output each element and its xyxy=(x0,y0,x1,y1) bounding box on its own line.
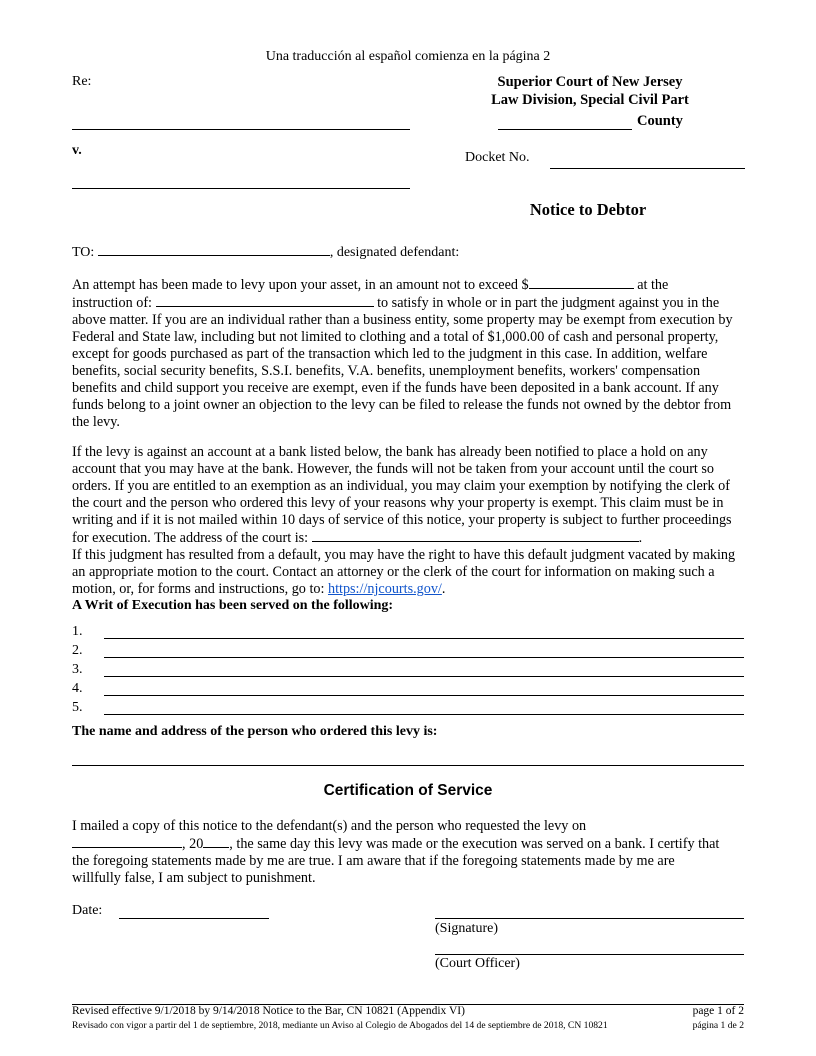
link-suffix: . xyxy=(441,581,446,597)
bank-text: If the levy is against an account at a bank listed below, the bank has already been notified to place a hold on any account that you may have at the bank. However, the funds will not be taken from your account until the court so orders. If you are entitled to an exemption as an individual, you may claim your exemption by notifying the clerk of the court and the person who ordered this levy of your reasons why your property is exempt. This claim must be in writing and if it is not mailed within 10 days of service of this notice, your property is subject to further proceedings for execution. The address of the court is: xyxy=(72,444,732,546)
court-name: Superior Court of New Jersey xyxy=(497,74,683,90)
amount-line[interactable] xyxy=(529,276,634,289)
officer-label: (Court Officer) xyxy=(435,956,520,971)
re-label: Re: xyxy=(72,74,92,89)
defendant-name-line[interactable] xyxy=(98,243,330,256)
versus-label: v. xyxy=(72,143,82,158)
re-plaintiff-line[interactable] xyxy=(72,129,410,130)
default-text: If this judgment has resulted from a default, you may have the right to have this default judgment vacated by making an appropriate motion to the court. Contact an attorney or the clerk of the court for information on making such a motion, or, for forms and instructions, go to: xyxy=(72,547,736,597)
cert-line-4: willfully false, I am subject to punishment. xyxy=(72,870,316,886)
writ-item-number: 2. xyxy=(72,643,83,658)
court-division: Law Division, Special Civil Part xyxy=(491,92,689,108)
writ-item-line-5[interactable] xyxy=(104,714,744,715)
footer-spanish xyxy=(72,1020,744,1031)
footer-revised: Revised effective 9/1/2018 by 9/14/2018 Notice to the Bar, CN 10821 (Appendix VI) xyxy=(72,1005,465,1017)
to-suffix: , designated defendant: xyxy=(329,245,460,260)
instruction-of-line[interactable] xyxy=(156,294,374,307)
levy-text-instruction: instruction of: xyxy=(72,295,152,311)
to-label: TO: xyxy=(72,245,95,260)
writ-item-line-2[interactable] xyxy=(104,657,744,658)
certification-paragraph xyxy=(72,818,744,887)
levy-text-satisfy: to satisfy in whole or in part the judgment against you in the xyxy=(373,295,720,311)
levy-paragraph xyxy=(72,276,744,431)
writ-item-number: 5. xyxy=(72,700,83,715)
bank-paragraph: If the levy is against an account at a bank listed below, the bank has already been notified to place a hold on any account that you may have at the bank. However, the funds will not be taken from your account until the court so orders. If you are entitled to an exemption as an individual, you may claim your exemption by notifying the clerk of the court and the person who ordered this levy of your reasons why your property is exempt. This claim must be in writing and if it is not mailed within 10 days of service of this notice, your property is subject to further proceedings for execution. The address of the court is: . If this judgment has resulted from a default, you may have the right to have this default judgment vacated by making an appropriate motion to the court. Contact an attorney or the clerk of the court for information on making such a motion, or, for forms and instructions, go to: https://njcourts.gov/. xyxy=(72,444,736,597)
signature-label: (Signature) xyxy=(435,921,498,936)
county-label: County xyxy=(637,113,683,129)
cert-line-1: I mailed a copy of this notice to the defendant(s) and the person who requested the levy on xyxy=(72,818,587,834)
levy-text-at: at the xyxy=(633,277,669,293)
writ-heading: A Writ of Execution has been served on the following: xyxy=(72,598,394,613)
njcourts-link[interactable]: https://njcourts.gov/ xyxy=(327,581,442,597)
writ-item-number: 1. xyxy=(72,624,83,639)
signature-line[interactable] xyxy=(435,918,744,919)
court-address-line[interactable] xyxy=(312,529,639,542)
footer-english xyxy=(72,1005,744,1017)
levy-person-heading: The name and address of the person who ordered this levy is: xyxy=(72,724,438,739)
writ-item-number: 4. xyxy=(72,681,83,696)
certification-heading: Certification of Service xyxy=(323,782,493,799)
cert-year-line[interactable] xyxy=(203,835,229,848)
translation-note: Una traducción al español comienza en la página 2 xyxy=(265,49,551,64)
writ-item-line-1[interactable] xyxy=(104,638,744,639)
re-defendant-line[interactable] xyxy=(72,188,410,189)
footer-page: page 1 of 2 xyxy=(692,1005,744,1017)
writ-item-number: 3. xyxy=(72,662,83,677)
cert-date-line[interactable] xyxy=(72,835,182,848)
writ-item-line-3[interactable] xyxy=(104,676,744,677)
date-label: Date: xyxy=(72,903,103,918)
footer-revisado: Revisado con vigor a partir del 1 de septiembre, 2018, mediante un Aviso al Colegio de Abogados del 14 de septiembre de 2018, CN 10821 xyxy=(72,1020,608,1031)
docket-label: Docket No. xyxy=(465,150,530,165)
date-line[interactable] xyxy=(119,918,269,919)
to-line xyxy=(72,243,459,261)
cert-line-3: the foregoing statements made by me are true. I am aware that if the foregoing statements made by me are xyxy=(72,853,675,869)
levy-text-amount: An attempt has been made to levy upon your asset, in an amount not to exceed $ xyxy=(72,277,529,293)
cert-line-2: , the same day this levy was made or the execution was served on a bank. I certify that xyxy=(229,836,720,852)
cert-year-prefix: , 20 xyxy=(182,836,204,852)
levy-text-rest: above matter. If you are an individual rather than a business entity, some property may be exempt from execution by Federal and State law, including but not limited to clothing and a total of $1,000.00 of cash and personal property, except for goods purchased as part of the transaction which led to the judgment in this case. In addition, welfare benefits, social security benefits, S.S.I. benefits, V.A. benefits, unemployment benefits, workers' compensation benefits and child support you receive are exempt, even if the funds have been deposited in a bank account. If any funds belong to a joint owner an objection to the levy can be filed to release the funds not owned by the debtor from the levy. xyxy=(72,312,733,430)
docket-number-line[interactable] xyxy=(550,168,745,169)
footer-pagina: página 1 de 2 xyxy=(692,1020,744,1031)
officer-line[interactable] xyxy=(435,954,744,955)
levy-person-line[interactable] xyxy=(72,765,744,766)
page-title: Notice to Debtor xyxy=(529,200,647,219)
county-line[interactable] xyxy=(498,129,632,130)
writ-item-line-4[interactable] xyxy=(104,695,744,696)
